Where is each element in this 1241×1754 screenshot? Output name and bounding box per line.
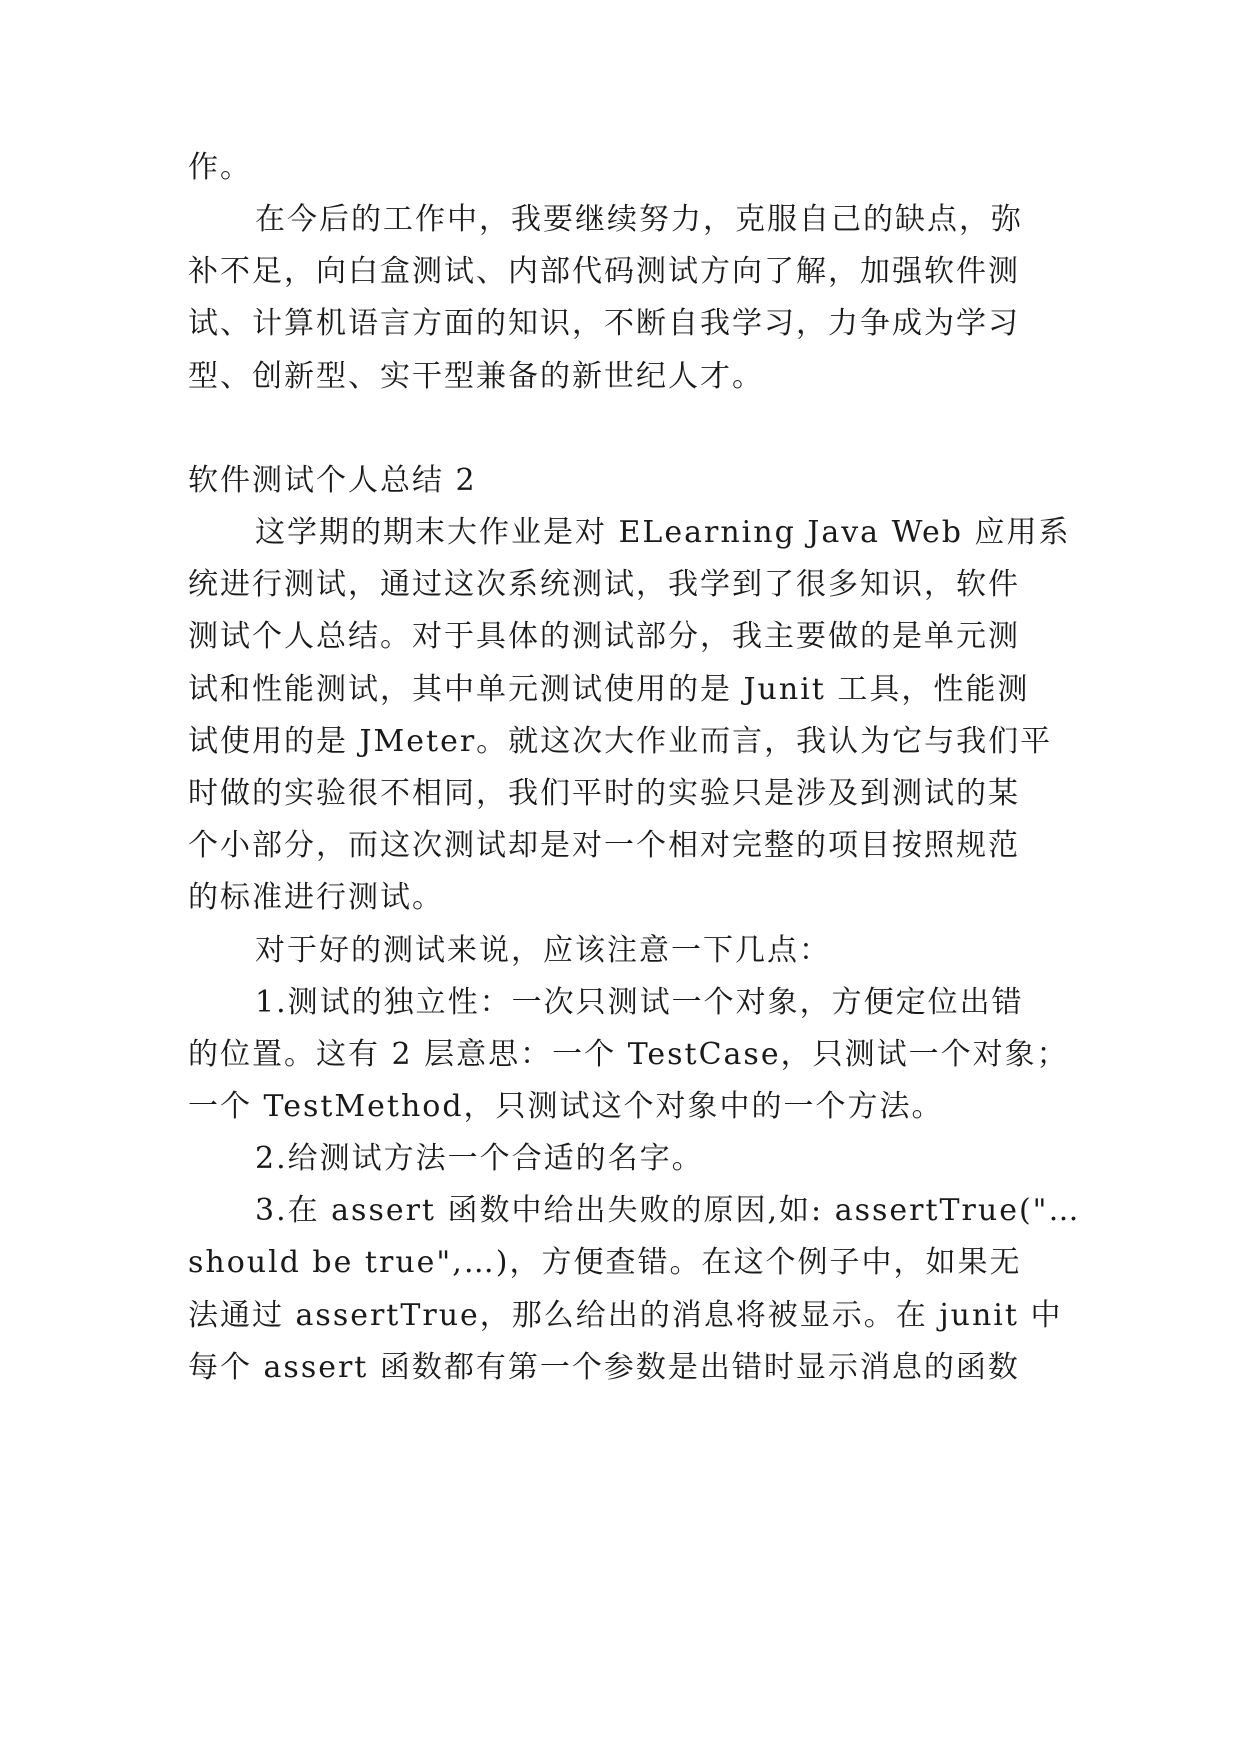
text-line: 补不足，向白盒测试、内部代码测试方向了解，加强软件测 — [188, 254, 1020, 289]
section-heading: 软件测试个人总结 2 — [188, 463, 477, 498]
text-line: 这学期的期末大作业是对 ELearning Java Web 应用系 — [255, 515, 1071, 550]
text-line: 的位置。这有 2 层意思：一个 TestCase，只测试一个对象； — [188, 1037, 1069, 1072]
text-line: 个小部分，而这次测试却是对一个相对完整的项目按照规范 — [188, 828, 1020, 863]
text-line: 型、创新型、实干型兼备的新世纪人才。 — [188, 359, 764, 394]
text-line: 2.给测试方法一个合适的名字。 — [255, 1141, 704, 1176]
text-line: 3.在 assert 函数中给出失败的原因,如: assertTrue("… — [255, 1193, 1081, 1228]
text-line: 一个 TestMethod，只测试这个对象中的一个方法。 — [188, 1089, 944, 1124]
text-line: 每个 assert 函数都有第一个参数是出错时显示消息的函数 — [188, 1350, 1020, 1385]
text-line: 试和性能测试，其中单元测试使用的是 Junit 工具，性能测 — [188, 672, 1030, 707]
text-line: 测试个人总结。对于具体的测试部分，我主要做的是单元测 — [188, 619, 1020, 654]
text-line: 法通过 assertTrue，那么给出的消息将被显示。在 junit 中 — [188, 1298, 1063, 1333]
text-line: 试、计算机语言方面的知识，不断自我学习，力争成为学习 — [188, 306, 1020, 341]
text-line: 时做的实验很不相同，我们平时的实验只是涉及到测试的某 — [188, 776, 1020, 811]
text-line: 统进行测试，通过这次系统测试，我学到了很多知识，软件 — [188, 567, 1020, 602]
text-line: 作。 — [188, 150, 252, 185]
text-line: 在今后的工作中，我要继续努力，克服自己的缺点，弥 — [255, 202, 1023, 237]
text-line: 对于好的测试来说，应该注意一下几点： — [255, 933, 831, 968]
text-line: 1.测试的独立性：一次只测试一个对象，方便定位出错 — [255, 985, 1024, 1020]
text-line: should be true",…)，方便查错。在这个例子中，如果无 — [188, 1245, 1022, 1280]
text-line: 的标准进行测试。 — [188, 880, 444, 915]
text-line: 试使用的是 JMeter。就这次大作业而言，我认为它与我们平 — [188, 724, 1053, 759]
